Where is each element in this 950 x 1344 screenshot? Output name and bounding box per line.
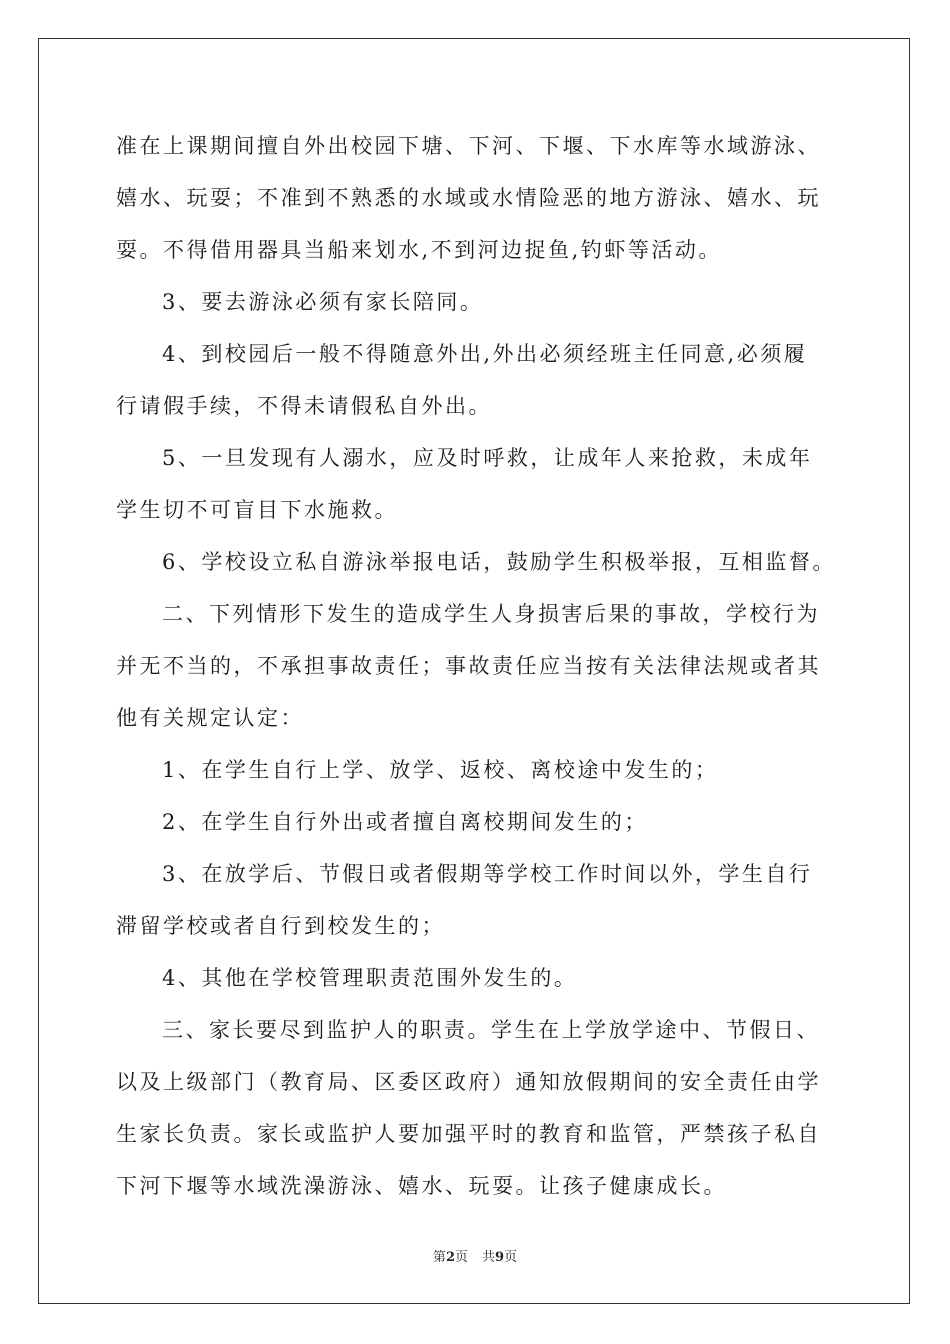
text-line: 学生切不可盲目下水施救。 [116, 498, 398, 522]
text-line: 嬉水、玩耍；不准到不熟悉的水域或水情险恶的地方游泳、嬉水、玩 [116, 186, 821, 210]
page-footer [0, 1246, 950, 1265]
text-line: 耍。不得借用器具当船来划水,不到河边捉鱼,钓虾等活动。 [116, 238, 722, 262]
text-line: 生家长负责。家长或监护人要加强平时的教育和监管，严禁孩子私自 [116, 1122, 821, 1146]
text-line: 3、在放学后、节假日或者假期等学校工作时间以外，学生自行 [162, 862, 813, 886]
text-line: 行请假手续，不得未请假私自外出。 [116, 394, 492, 418]
text-line: 二、下列情形下发生的造成学生人身损害后果的事故，学校行为 [162, 602, 820, 626]
text-line: 3、要去游泳必须有家长陪同。 [162, 290, 484, 314]
total-suffix: 页 [504, 1250, 518, 1265]
text-line: 6、学校设立私自游泳举报电话，鼓励学生积极举报，互相监督。 [162, 550, 836, 574]
document-body [116, 126, 836, 1218]
text-line: 4、其他在学校管理职责范围外发生的。 [162, 966, 578, 990]
text-line: 三、家长要尽到监护人的职责。学生在上学放学途中、节假日、 [162, 1018, 820, 1042]
page-prefix: 第 [432, 1250, 446, 1265]
page-suffix: 页 [454, 1250, 468, 1265]
total-pages: 9 [495, 1250, 505, 1265]
text-line: 准在上课期间擅自外出校园下塘、下河、下堰、下水库等水域游泳、 [116, 134, 821, 158]
text-line: 下河下堰等水域洗澡游泳、嬉水、玩耍。让孩子健康成长。 [116, 1174, 727, 1198]
text-line: 5、一旦发现有人溺水，应及时呼救，让成年人来抢救，未成年 [162, 446, 813, 470]
text-line: 并无不当的，不承担事故责任；事故责任应当按有关法律法规或者其 [116, 654, 821, 678]
text-line: 滞留学校或者自行到校发生的； [116, 914, 445, 938]
text-line: 1、在学生自行上学、放学、返校、离校途中发生的； [162, 758, 719, 782]
text-line: 他有关规定认定： [116, 706, 304, 730]
page-number: 2 [445, 1250, 455, 1265]
text-line: 2、在学生自行外出或者擅自离校期间发生的； [162, 810, 648, 834]
total-prefix: 共 [482, 1250, 496, 1265]
text-line: 4、到校园后一般不得随意外出,外出必须经班主任同意,必须履 [162, 342, 808, 366]
text-line: 以及上级部门（教育局、区委区政府）通知放假期间的安全责任由学 [116, 1070, 821, 1094]
